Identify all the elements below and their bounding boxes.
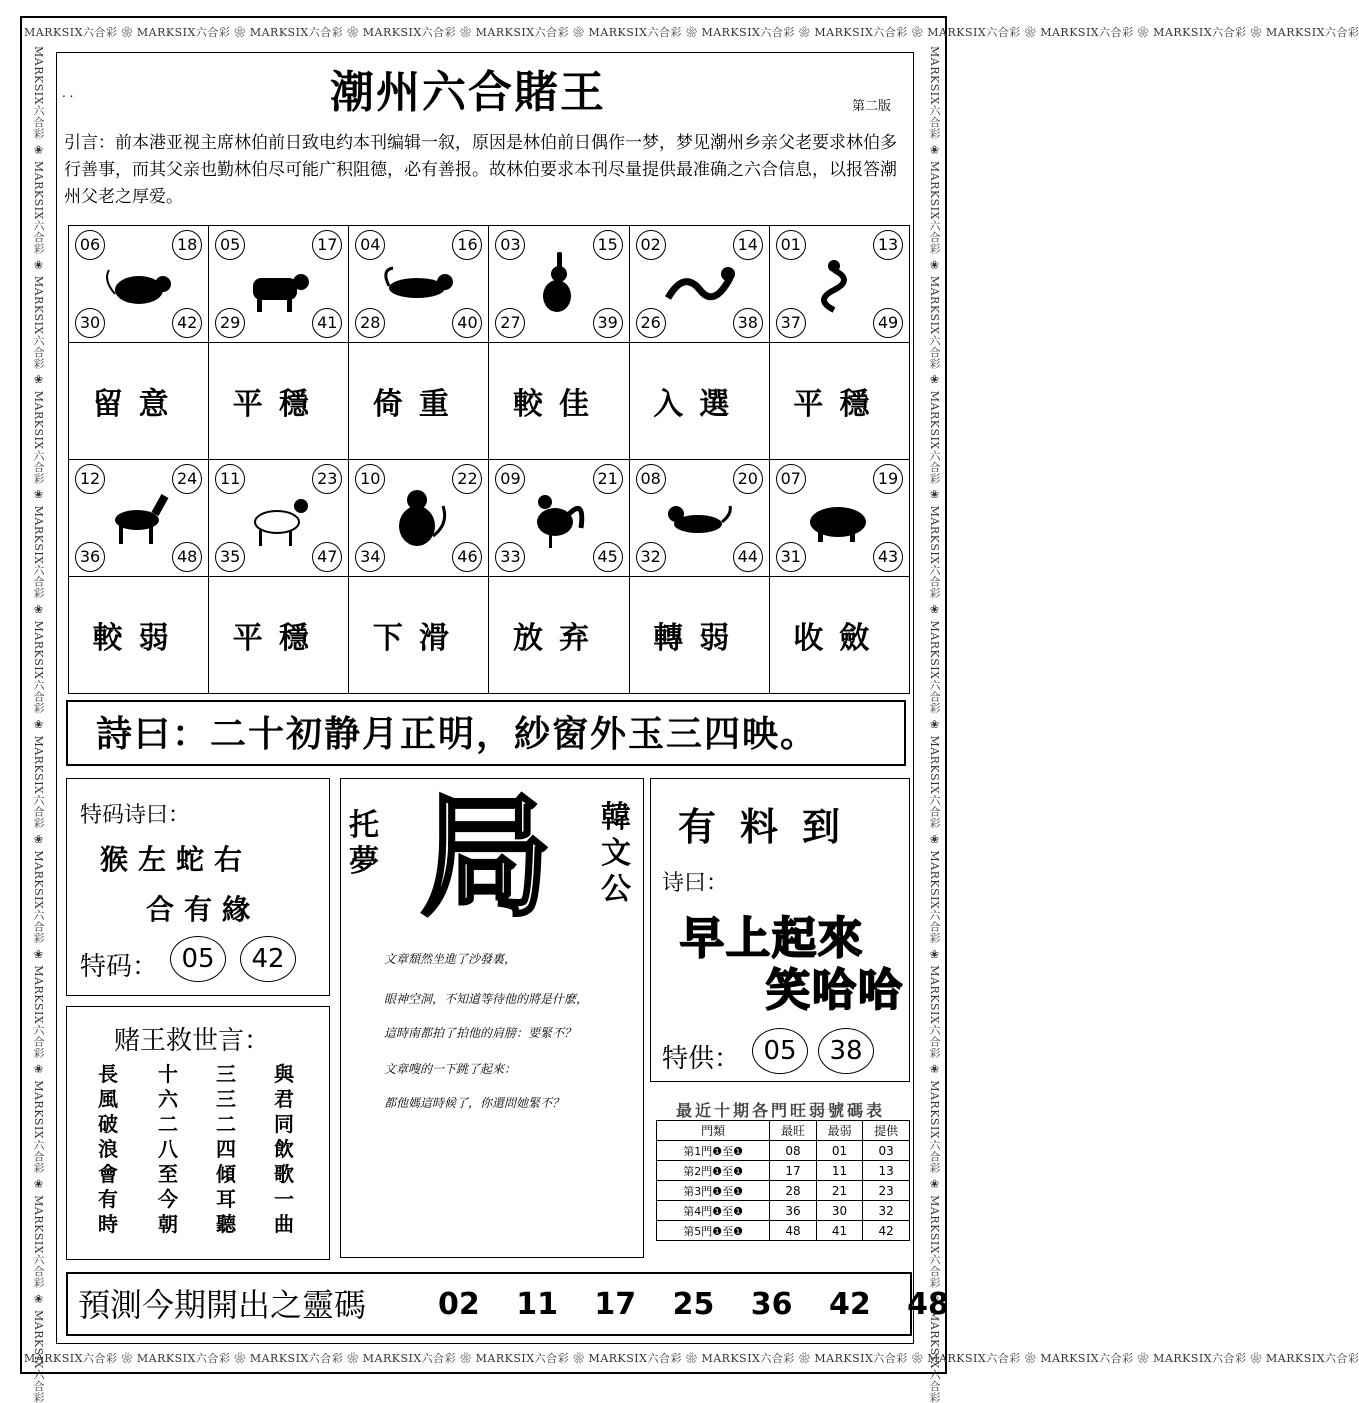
material-line2: 笑哈哈 xyxy=(766,965,904,1016)
zodiac-number: 01 xyxy=(776,230,806,260)
zodiac-number: 37 xyxy=(776,308,806,338)
zodiac-number: 46 xyxy=(452,542,482,572)
snake-icon xyxy=(804,250,874,316)
border-bottom: MARKSIX六合彩 ❀ MARKSIX六合彩 ❀ MARKSIX六合彩 ❀ MARKSIX六合彩 ❀ MARKSIX六合彩 ❀ MARKSIX六合彩 ❀ MARKSIX六合彩 ❀ MARKSIX六合彩 ❀ MARKSIX六合彩 ❀ MARKSIX六合彩 ❀ MARKSIX六合彩 ❀ MARKSIX六合彩 xyxy=(24,1352,1359,1365)
intro-text: 引言：前本港亚视主席林伯前日致电约本刊编辑一叙，原因是林伯前日偶作一梦，梦见潮州乡亲父老要求林伯多行善事，而其父亲也勤林伯尽可能广积阻德，必有善报。故林伯要求本刊尽量提供最准确之六合信息，以报答潮州父老之厚爱。 xyxy=(64,133,897,207)
gate-table-row xyxy=(657,1201,910,1221)
zodiac-number: 32 xyxy=(636,542,666,572)
zodiac-number: 11 xyxy=(215,464,245,494)
border-top: MARKSIX六合彩 ❀ MARKSIX六合彩 ❀ MARKSIX六合彩 ❀ MARKSIX六合彩 ❀ MARKSIX六合彩 ❀ MARKSIX六合彩 ❀ MARKSIX六合彩 ❀ MARKSIX六合彩 ❀ MARKSIX六合彩 ❀ MARKSIX六合彩 ❀ MARKSIX六合彩 ❀ MARKSIX六合彩 xyxy=(24,26,1359,39)
zodiac-number: 20 xyxy=(733,464,763,494)
gate-table-row xyxy=(657,1141,910,1161)
zodiac-number: 09 xyxy=(495,464,525,494)
gate-cold-cell: 41 xyxy=(816,1221,863,1241)
gate-name-cell xyxy=(657,1181,770,1201)
zodiac-number: 15 xyxy=(593,230,623,260)
gate-name: 第5門 xyxy=(683,1224,713,1238)
gate-cold-cell: 30 xyxy=(816,1201,863,1221)
material-code-1: 05 xyxy=(752,1028,808,1074)
gate-name-cell xyxy=(657,1201,770,1221)
zodiac-forecast: 下滑 xyxy=(349,577,489,694)
zodiac-number: 33 xyxy=(495,542,525,572)
gate-range: ❶至❶ xyxy=(712,1164,743,1178)
prediction-label: 預測今期開出之靈碼 xyxy=(78,1286,367,1324)
zodiac-forecast: 平穩 xyxy=(209,577,349,694)
material-poem-label: 诗曰： xyxy=(662,871,729,896)
zodiac-number: 43 xyxy=(873,542,903,572)
gate-hot-cell: 36 xyxy=(770,1201,817,1221)
material-line1: 早上起來 xyxy=(680,913,864,964)
gate-hot-cell: 48 xyxy=(770,1221,817,1241)
gate-give-cell: 32 xyxy=(863,1201,910,1221)
gate-give-cell: 13 xyxy=(863,1161,910,1181)
zodiac-number: 38 xyxy=(733,308,763,338)
zodiac-forecast: 放弃 xyxy=(489,577,629,694)
zodiac-number: 23 xyxy=(312,464,342,494)
zodiac-cell xyxy=(629,226,769,343)
story-line-4: 文章嗖的一下跳了起來： xyxy=(384,1062,517,1076)
zodiac-cell xyxy=(209,226,349,343)
dragon-icon xyxy=(664,250,734,316)
special-code-1: 05 xyxy=(170,936,226,982)
zodiac-grid xyxy=(68,225,910,694)
gate-name: 第3門 xyxy=(683,1184,713,1198)
rat-icon xyxy=(103,250,173,316)
sayings-col-1: 長風破浪會有時 xyxy=(98,1062,118,1236)
pig-icon xyxy=(804,484,874,550)
zodiac-number: 29 xyxy=(215,308,245,338)
gate-cold-cell: 01 xyxy=(816,1141,863,1161)
border-right: MARKSIX六合彩 ❀ MARKSIX六合彩 ❀ MARKSIX六合彩 ❀ MARKSIX六合彩 ❀ MARKSIX六合彩 ❀ MARKSIX六合彩 ❀ MARKSIX六合彩 ❀ MARKSIX六合彩 ❀ MARKSIX六合彩 ❀ MARKSIX六合彩 ❀ MARKSIX六合彩 ❀ MARKSIX六合彩 xyxy=(928,46,941,1403)
zodiac-forecast: 收斂 xyxy=(769,577,909,694)
gate-name: 第2門 xyxy=(683,1164,713,1178)
special-code-2: 42 xyxy=(240,936,296,982)
zodiac-cell xyxy=(209,460,349,577)
tiger-icon xyxy=(383,250,453,316)
zodiac-cell xyxy=(629,460,769,577)
gate-name: 第4門 xyxy=(683,1204,713,1218)
zodiac-number: 49 xyxy=(873,308,903,338)
goat-icon xyxy=(243,484,313,550)
gate-hot-cell: 08 xyxy=(770,1141,817,1161)
zodiac-number: 28 xyxy=(355,308,385,338)
zodiac-number: 35 xyxy=(215,542,245,572)
zodiac-number: 19 xyxy=(873,464,903,494)
zodiac-forecast: 倚重 xyxy=(349,343,489,460)
zodiac-number: 36 xyxy=(75,542,105,572)
zodiac-number: 26 xyxy=(636,308,666,338)
dream-big-char: 局 xyxy=(420,781,552,935)
gate-table-header: 最弱 xyxy=(816,1121,863,1141)
poem-banner: 詩曰：二十初静月正明，紗窗外玉三四映。 xyxy=(66,700,906,766)
special-poem-line2: 合有緣 xyxy=(146,893,261,926)
zodiac-number: 16 xyxy=(452,230,482,260)
material-code-2: 38 xyxy=(818,1028,874,1074)
zodiac-forecast: 較弱 xyxy=(69,577,209,694)
gate-table-row xyxy=(657,1181,910,1201)
zodiac-number: 40 xyxy=(452,308,482,338)
gate-table-header: 門類 xyxy=(657,1121,770,1141)
zodiac-number: 44 xyxy=(733,542,763,572)
zodiac-number: 08 xyxy=(636,464,666,494)
zodiac-forecast: 平穩 xyxy=(769,343,909,460)
zodiac-number: 24 xyxy=(172,464,202,494)
special-poem-line1: 猴左蛇右 xyxy=(100,843,253,876)
zodiac-cell xyxy=(769,460,909,577)
zodiac-number: 02 xyxy=(636,230,666,260)
zodiac-cell xyxy=(489,226,629,343)
gate-range: ❶至❶ xyxy=(712,1184,743,1198)
zodiac-forecast: 入選 xyxy=(629,343,769,460)
zodiac-cell xyxy=(769,226,909,343)
gate-give-cell: 42 xyxy=(863,1221,910,1241)
zodiac-number: 12 xyxy=(75,464,105,494)
story-line-2: 眼神空洞，不知道等待他的將是什麽， xyxy=(384,992,589,1006)
zodiac-number: 34 xyxy=(355,542,385,572)
horse-icon xyxy=(103,484,173,550)
zodiac-number: 13 xyxy=(873,230,903,260)
gate-give-cell: 03 xyxy=(863,1141,910,1161)
material-title: 有料到 xyxy=(678,805,865,849)
zodiac-forecast: 平穩 xyxy=(209,343,349,460)
zodiac-number: 06 xyxy=(75,230,105,260)
gate-table-title: 最近十期各門旺弱號碼表 xyxy=(676,1101,886,1120)
sayings-col-4: 與君同飲歌一曲 xyxy=(274,1062,294,1236)
zodiac-number: 31 xyxy=(776,542,806,572)
zodiac-forecast: 較佳 xyxy=(489,343,629,460)
gate-table-row xyxy=(657,1161,910,1181)
zodiac-number: 39 xyxy=(593,308,623,338)
prediction-numbers: 02 11 17 25 36 42 48 xyxy=(438,1287,949,1322)
gate-table xyxy=(656,1120,910,1241)
rabbit-icon xyxy=(523,250,593,316)
sayings-title: 赌王救世言： xyxy=(114,1026,271,1056)
zodiac-cell xyxy=(69,460,209,577)
zodiac-cell xyxy=(489,460,629,577)
zodiac-forecast: 留意 xyxy=(69,343,209,460)
special-poem-label: 特码诗曰： xyxy=(80,803,191,828)
gate-name: 第1門 xyxy=(683,1144,713,1158)
gate-range: ❶至❶ xyxy=(712,1204,743,1218)
edition-label: 第二版 xyxy=(852,99,892,114)
zodiac-number: 45 xyxy=(593,542,623,572)
gate-table-row xyxy=(657,1221,910,1241)
zodiac-number: 10 xyxy=(355,464,385,494)
material-code-label: 特供： xyxy=(662,1044,741,1074)
zodiac-number: 48 xyxy=(172,542,202,572)
sayings-col-3: 三三二四傾耳聽 xyxy=(216,1062,236,1236)
zodiac-number: 30 xyxy=(75,308,105,338)
dog-icon xyxy=(664,484,734,550)
zodiac-forecast: 轉弱 xyxy=(629,577,769,694)
gate-range: ❶至❶ xyxy=(712,1144,743,1158)
zodiac-number: 42 xyxy=(172,308,202,338)
sayings-col-2: 十六二八至今朝 xyxy=(158,1062,178,1236)
story-line-1: 文章頹然坐進了沙發裏， xyxy=(384,952,517,966)
rooster-icon xyxy=(523,484,593,550)
zodiac-number: 03 xyxy=(495,230,525,260)
gate-table-header: 最旺 xyxy=(770,1121,817,1141)
gate-cold-cell: 21 xyxy=(816,1181,863,1201)
zodiac-number: 27 xyxy=(495,308,525,338)
gate-give-cell: 23 xyxy=(863,1181,910,1201)
zodiac-cell xyxy=(349,460,489,577)
zodiac-number: 21 xyxy=(593,464,623,494)
gate-name-cell xyxy=(657,1221,770,1241)
gate-range: ❶至❶ xyxy=(712,1224,743,1238)
zodiac-number: 47 xyxy=(312,542,342,572)
zodiac-cell xyxy=(349,226,489,343)
gate-name-cell xyxy=(657,1161,770,1181)
monkey-icon xyxy=(383,484,453,550)
story-line-3: 這時南都拍了拍他的肩膀：要緊不？ xyxy=(384,1026,577,1040)
zodiac-number: 04 xyxy=(355,230,385,260)
dream-right-label: 韓文公 xyxy=(601,800,631,907)
zodiac-cell xyxy=(69,226,209,343)
zodiac-number: 41 xyxy=(312,308,342,338)
border-left: MARKSIX六合彩 ❀ MARKSIX六合彩 ❀ MARKSIX六合彩 ❀ MARKSIX六合彩 ❀ MARKSIX六合彩 ❀ MARKSIX六合彩 ❀ MARKSIX六合彩 ❀ MARKSIX六合彩 ❀ MARKSIX六合彩 ❀ MARKSIX六合彩 ❀ MARKSIX六合彩 ❀ MARKSIX六合彩 xyxy=(32,46,45,1403)
dream-left-label: 托夢 xyxy=(349,808,379,879)
gate-hot-cell: 28 xyxy=(770,1181,817,1201)
zodiac-number: 17 xyxy=(312,230,342,260)
zodiac-number: 14 xyxy=(733,230,763,260)
ox-icon xyxy=(243,250,313,316)
page-title: 潮州六合賭王 xyxy=(330,67,606,118)
gate-cold-cell: 11 xyxy=(816,1161,863,1181)
zodiac-number: 22 xyxy=(452,464,482,494)
zodiac-number: 07 xyxy=(776,464,806,494)
zodiac-number: 05 xyxy=(215,230,245,260)
corner-dots: . . xyxy=(62,86,74,100)
gate-table-header: 提供 xyxy=(863,1121,910,1141)
gate-name-cell xyxy=(657,1141,770,1161)
special-code-label: 特码： xyxy=(80,952,159,982)
zodiac-number: 18 xyxy=(172,230,202,260)
story-line-5: 都他媽這時候了，你還問她緊不？ xyxy=(384,1096,565,1110)
gate-hot-cell: 17 xyxy=(770,1161,817,1181)
